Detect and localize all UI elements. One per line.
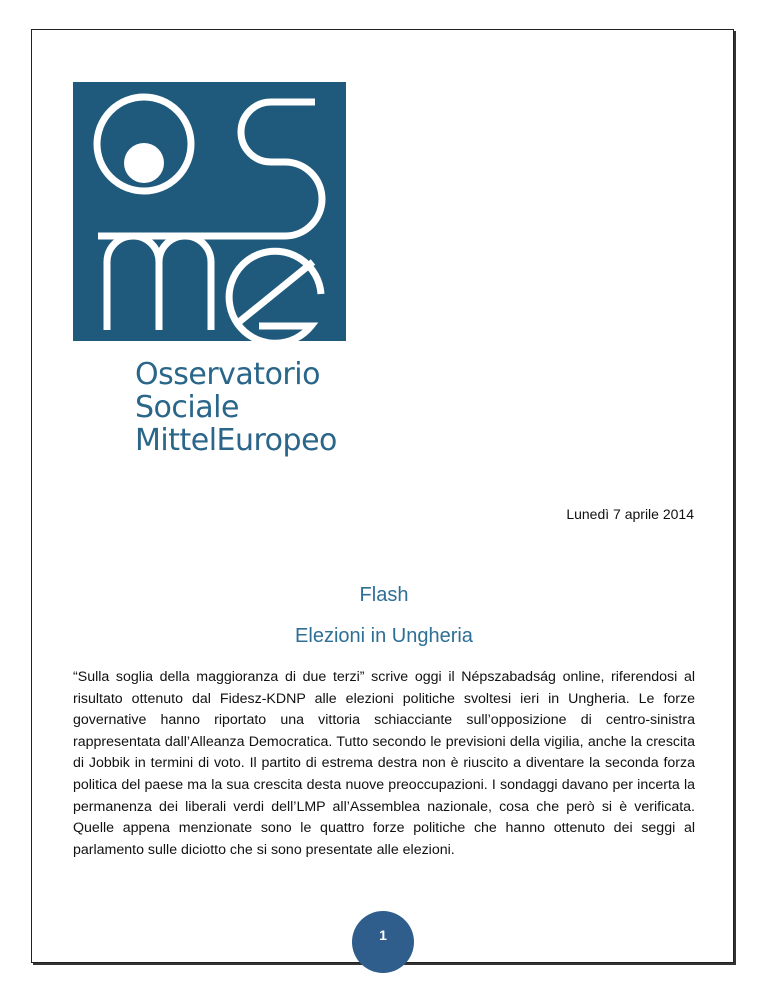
document-subtitle: Elezioni in Ungheria (295, 625, 473, 647)
logo-line-3: MittelEuropeo (135, 423, 337, 458)
logo-line-2: Sociale (135, 390, 239, 425)
body-paragraph: “Sulla soglia della maggioranza di due terzi” scrive oggi il Népszabadság online, riferendosi al risultato ottenuto dal Fidesz-KDNP alle elezioni politiche svoltesi ieri in Ungheria. Le forze governative hanno riportato una vittoria schiacciante sull’opposizione di centro-sinistra rappresentata dall’Alleanza Democratica. Tutto secondo le previsioni della vigilia, anche la crescita di Jobbik in termini di voto. Il partito di estrema destra non è riuscito a diventare la seconda forza politica del paese ma la sua crescita desta nuove preoccupazioni. I sondaggi davano per incerta la permanenza dei liberali verdi dell’LMP all’Assemblea nazionale, cosa che però si è verificata. Quelle appena menzionate sono le quattro forze politiche che hanno ottenuto dei seggi al parlamento sulle diciotto che si sono presentate alle elezioni. (73, 669, 695, 858)
document-title: Flash (359, 584, 409, 606)
page-number: 1 (352, 911, 414, 973)
logo-line-1: Osservatorio (135, 357, 320, 392)
logo-wordmark (135, 358, 337, 457)
osme-logo-icon (73, 82, 346, 341)
document-date: Lunedì 7 aprile 2014 (566, 506, 694, 522)
